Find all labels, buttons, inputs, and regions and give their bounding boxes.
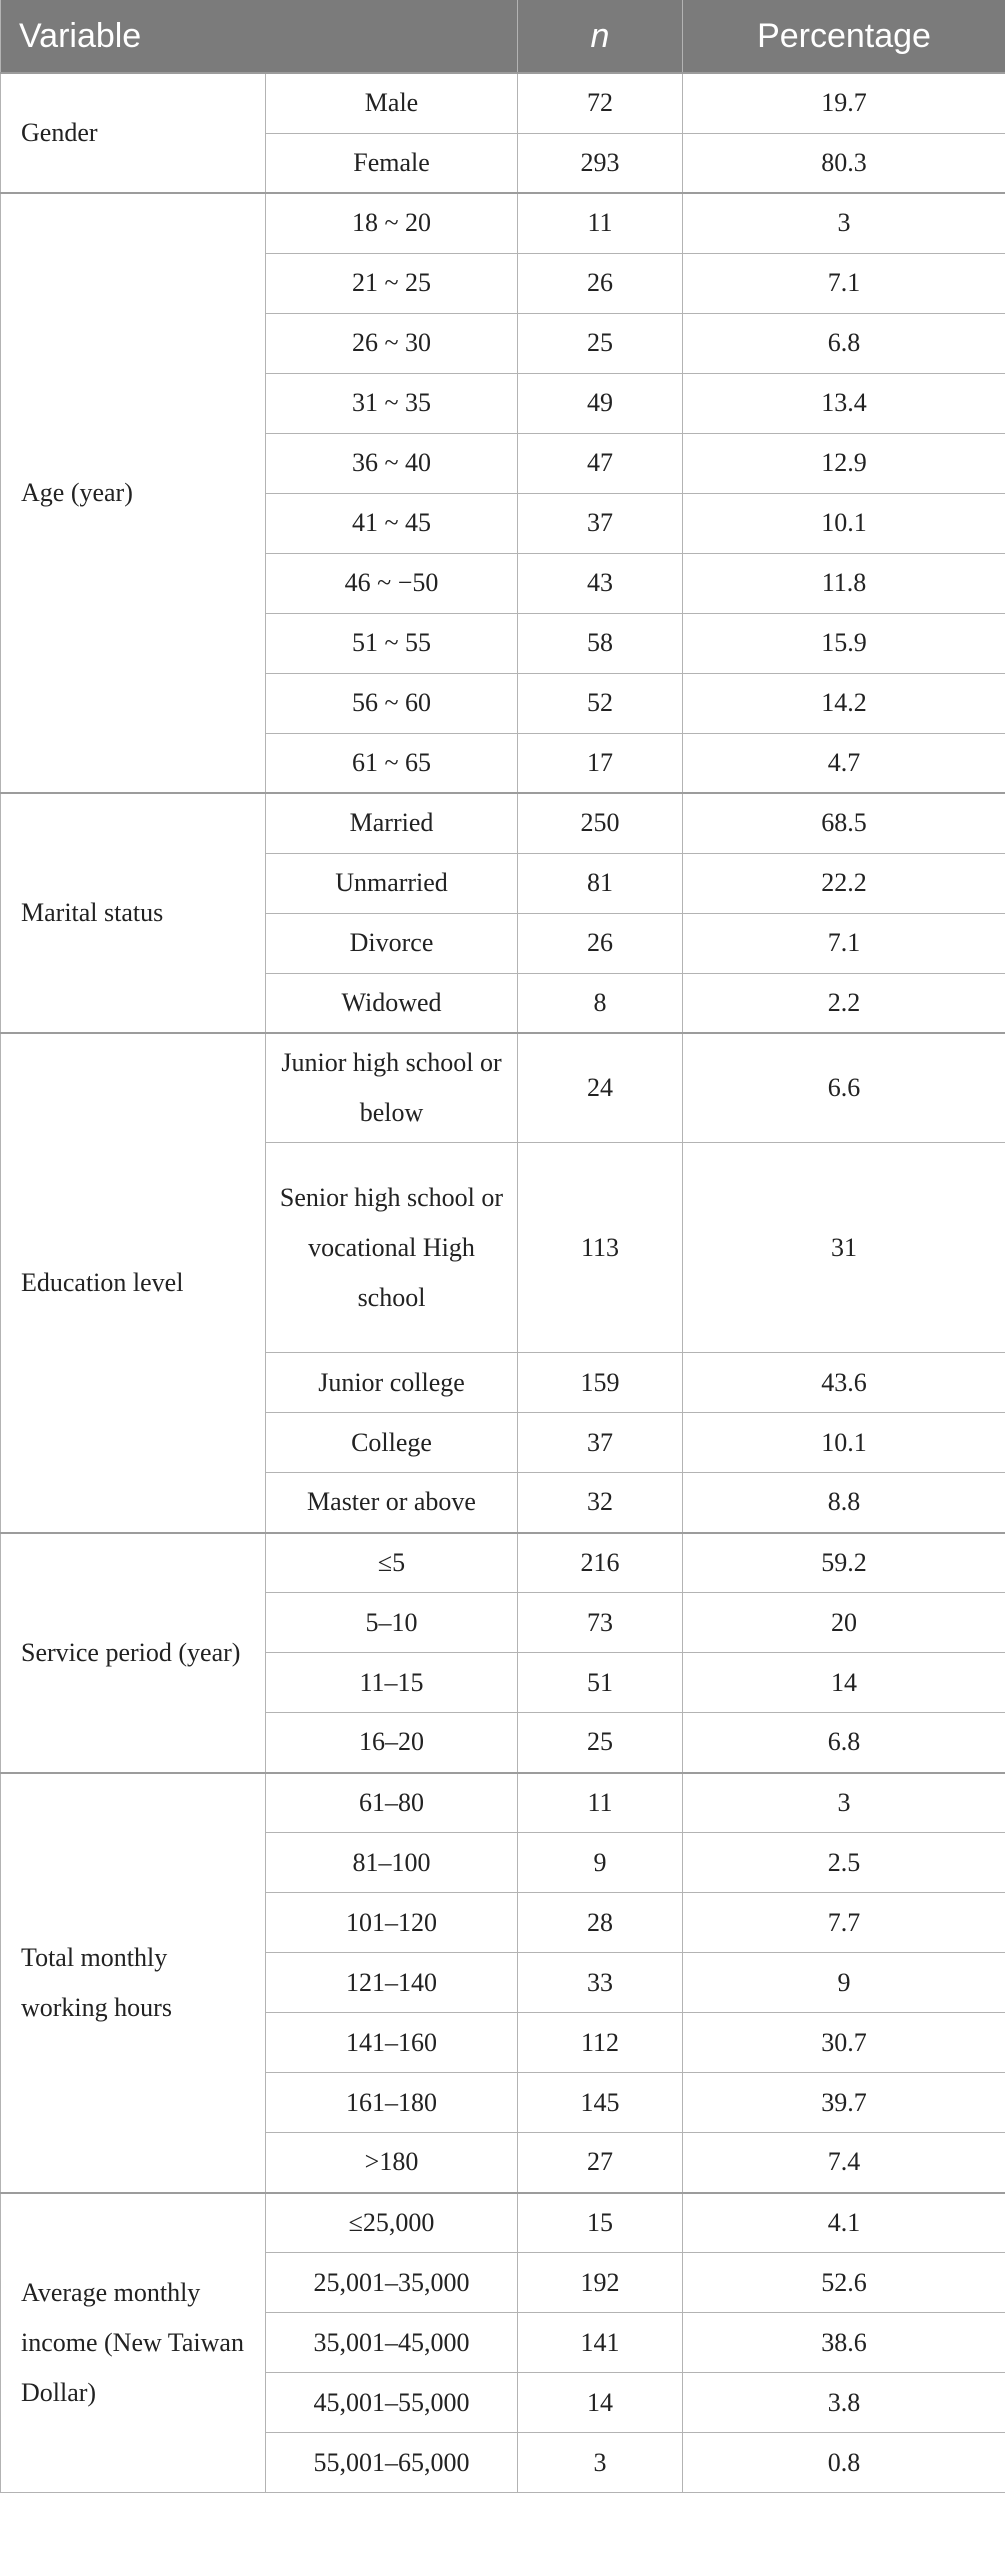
category-cell: Junior high school or below [266,1033,518,1143]
category-cell: 41 ~ 45 [266,493,518,553]
percentage-cell: 31 [683,1143,1005,1353]
count-cell: 113 [518,1143,683,1353]
count-cell: 293 [518,133,683,193]
percentage-cell: 68.5 [683,793,1005,853]
category-cell: 121–140 [266,1953,518,2013]
count-cell: 3 [518,2433,683,2493]
category-cell: Divorce [266,913,518,973]
percentage-cell: 7.1 [683,913,1005,973]
category-cell: ≤25,000 [266,2193,518,2253]
percentage-cell: 3.8 [683,2373,1005,2433]
variable-label: Total monthly working hours [1,1773,266,2193]
count-cell: 26 [518,253,683,313]
count-cell: 14 [518,2373,683,2433]
count-cell: 17 [518,733,683,793]
percentage-cell: 7.1 [683,253,1005,313]
table-row [1,2193,1005,2253]
count-cell: 37 [518,493,683,553]
percentage-cell: 4.7 [683,733,1005,793]
category-cell: Married [266,793,518,853]
category-cell: 56 ~ 60 [266,673,518,733]
table-row [1,793,1005,853]
category-cell: Widowed [266,973,518,1033]
category-cell: 36 ~ 40 [266,433,518,493]
count-cell: 8 [518,973,683,1033]
count-cell: 11 [518,193,683,253]
category-cell: Female [266,133,518,193]
percentage-cell: 14.2 [683,673,1005,733]
percentage-cell: 3 [683,193,1005,253]
count-cell: 43 [518,553,683,613]
category-cell: ≤5 [266,1533,518,1593]
category-cell: 141–160 [266,2013,518,2073]
count-cell: 73 [518,1593,683,1653]
percentage-cell: 0.8 [683,2433,1005,2493]
percentage-cell: 59.2 [683,1533,1005,1593]
percentage-cell: 39.7 [683,2073,1005,2133]
count-cell: 37 [518,1413,683,1473]
count-cell: 32 [518,1473,683,1533]
table-body [1,73,1005,2493]
category-cell: 81–100 [266,1833,518,1893]
header-variable: Variable [1,0,518,73]
count-cell: 159 [518,1353,683,1413]
header-percentage: Percentage [683,0,1005,73]
count-cell: 145 [518,2073,683,2133]
percentage-cell: 2.2 [683,973,1005,1033]
category-cell: Unmarried [266,853,518,913]
percentage-cell: 20 [683,1593,1005,1653]
percentage-cell: 6.8 [683,1713,1005,1773]
count-cell: 216 [518,1533,683,1593]
count-cell: 81 [518,853,683,913]
category-cell: 51 ~ 55 [266,613,518,673]
category-cell: Junior college [266,1353,518,1413]
count-cell: 28 [518,1893,683,1953]
header-n: n [518,0,683,73]
count-cell: 25 [518,1713,683,1773]
category-cell: Senior high school or vocational High school [266,1143,518,1353]
percentage-cell: 4.1 [683,2193,1005,2253]
percentage-cell: 38.6 [683,2313,1005,2373]
category-cell: 26 ~ 30 [266,313,518,373]
category-cell: 35,001–45,000 [266,2313,518,2373]
category-cell: 55,001–65,000 [266,2433,518,2493]
percentage-cell: 11.8 [683,553,1005,613]
category-cell: 16–20 [266,1713,518,1773]
percentage-cell: 19.7 [683,73,1005,133]
percentage-cell: 15.9 [683,613,1005,673]
count-cell: 25 [518,313,683,373]
variable-label: Education level [1,1033,266,1533]
count-cell: 11 [518,1773,683,1833]
count-cell: 47 [518,433,683,493]
percentage-cell: 7.4 [683,2133,1005,2193]
percentage-cell: 10.1 [683,493,1005,553]
table-header [1,0,1005,73]
percentage-cell: 7.7 [683,1893,1005,1953]
table-row [1,1033,1005,1143]
percentage-cell: 6.8 [683,313,1005,373]
category-cell: 61 ~ 65 [266,733,518,793]
percentage-cell: 80.3 [683,133,1005,193]
category-cell: 18 ~ 20 [266,193,518,253]
percentage-cell: 43.6 [683,1353,1005,1413]
count-cell: 58 [518,613,683,673]
variable-label: Gender [1,73,266,193]
percentage-cell: 3 [683,1773,1005,1833]
category-cell: 21 ~ 25 [266,253,518,313]
variable-label: Average monthly income (New Taiwan Dollar) [1,2193,266,2493]
count-cell: 49 [518,373,683,433]
count-cell: 51 [518,1653,683,1713]
percentage-cell: 30.7 [683,2013,1005,2073]
percentage-cell: 13.4 [683,373,1005,433]
table-row [1,1773,1005,1833]
category-cell: 46 ~ −50 [266,553,518,613]
category-cell: 25,001–35,000 [266,2253,518,2313]
variable-label: Age (year) [1,193,266,793]
count-cell: 24 [518,1033,683,1143]
table-row [1,1533,1005,1593]
percentage-cell: 8.8 [683,1473,1005,1533]
category-cell: 11–15 [266,1653,518,1713]
count-cell: 250 [518,793,683,853]
table-row [1,73,1005,133]
percentage-cell: 22.2 [683,853,1005,913]
percentage-cell: 52.6 [683,2253,1005,2313]
percentage-cell: 10.1 [683,1413,1005,1473]
count-cell: 72 [518,73,683,133]
count-cell: 52 [518,673,683,733]
percentage-cell: 2.5 [683,1833,1005,1893]
category-cell: Male [266,73,518,133]
table-row [1,193,1005,253]
category-cell: 31 ~ 35 [266,373,518,433]
category-cell: >180 [266,2133,518,2193]
count-cell: 192 [518,2253,683,2313]
category-cell: College [266,1413,518,1473]
category-cell: 101–120 [266,1893,518,1953]
category-cell: 45,001–55,000 [266,2373,518,2433]
category-cell: 161–180 [266,2073,518,2133]
percentage-cell: 14 [683,1653,1005,1713]
header-row [1,0,1005,73]
count-cell: 33 [518,1953,683,2013]
percentage-cell: 9 [683,1953,1005,2013]
category-cell: 5–10 [266,1593,518,1653]
count-cell: 9 [518,1833,683,1893]
count-cell: 15 [518,2193,683,2253]
percentage-cell: 6.6 [683,1033,1005,1143]
count-cell: 141 [518,2313,683,2373]
percentage-cell: 12.9 [683,433,1005,493]
count-cell: 112 [518,2013,683,2073]
variable-label: Service period (year) [1,1533,266,1773]
variable-label: Marital status [1,793,266,1033]
category-cell: Master or above [266,1473,518,1533]
count-cell: 26 [518,913,683,973]
category-cell: 61–80 [266,1773,518,1833]
count-cell: 27 [518,2133,683,2193]
